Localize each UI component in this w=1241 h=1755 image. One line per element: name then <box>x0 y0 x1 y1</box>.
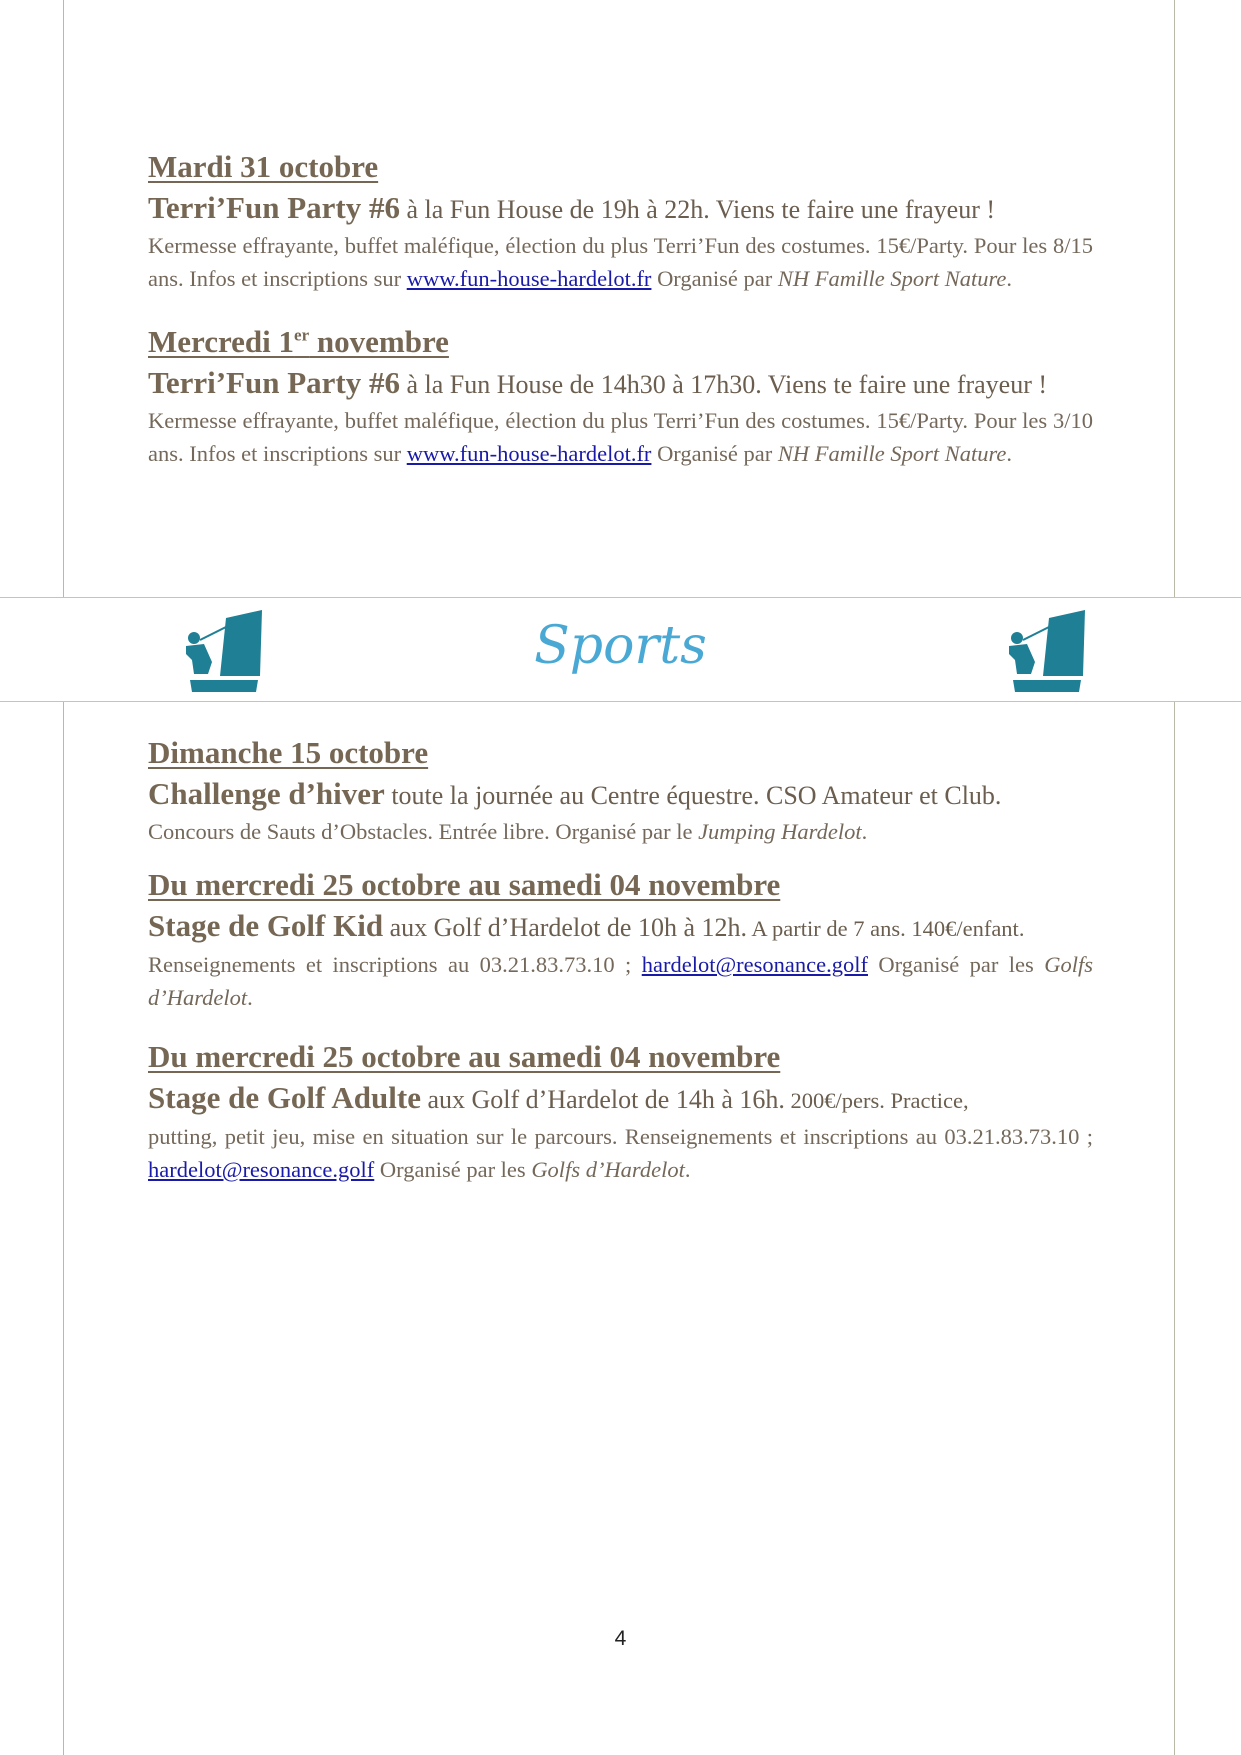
event-lead: aux Golf d’Hardelot de 14h à 16h. <box>420 1085 785 1114</box>
event-end: . <box>861 819 868 844</box>
event-date-sup: er <box>294 325 310 345</box>
event-description <box>148 1120 1093 1186</box>
event-item <box>148 866 1093 1014</box>
event-end: . <box>247 985 253 1010</box>
event-title: Stage de Golf Kid <box>148 908 384 943</box>
event-organizer: Jumping Hardelot <box>698 819 862 844</box>
event-lead-small: A partir de 7 ans. 140€/enfant. <box>747 916 1025 941</box>
event-headline <box>148 1079 1093 1120</box>
event-item <box>148 323 1093 470</box>
event-text: putting, petit jeu, mise en situation sur le parcours. Renseignements et inscriptions au 03.21.83.73.10 ; <box>148 1124 1093 1149</box>
event-lead: aux Golf d’Hardelot de 10h à 12h. <box>383 913 747 942</box>
event-end: . <box>1006 441 1013 466</box>
event-description <box>148 948 1093 1014</box>
top-events <box>148 148 1093 494</box>
event-end: . <box>1006 266 1013 291</box>
event-text: Kermesse effrayante, buffet maléfique, élection du plus Terri’Fun des costumes. 15€/Party. Pour les 3/10 ans. Infos et inscriptions sur <box>148 408 1093 466</box>
event-org-prefix: Organisé par les <box>374 1157 532 1182</box>
page-number: 4 <box>614 1627 627 1650</box>
page-border-right <box>1174 0 1175 1755</box>
event-title: Stage de Golf Adulte <box>148 1080 421 1115</box>
event-date: Dimanche 15 octobre <box>148 735 429 770</box>
event-org-prefix: Organisé par <box>651 266 778 291</box>
sailing-icon <box>1003 610 1087 692</box>
event-headline <box>148 189 1093 229</box>
event-date-rest: novembre <box>309 324 449 359</box>
event-date: Du mercredi 25 octobre au samedi 04 novembre <box>148 867 781 902</box>
event-item <box>148 148 1093 295</box>
event-organizer: NH Famille Sport Nature <box>777 266 1007 291</box>
event-title: Terri’Fun Party #6 <box>148 365 400 400</box>
event-email-link[interactable]: hardelot@resonance.golf <box>148 1157 375 1182</box>
event-end: . <box>684 1157 691 1182</box>
event-date <box>148 323 449 361</box>
event-text: Concours de Sauts d’Obstacles. Entrée libre. Organisé par le <box>148 819 699 844</box>
event-description <box>148 404 1093 470</box>
event-description <box>148 229 1093 295</box>
event-headline <box>148 364 1093 404</box>
event-lead-small: 200€/pers. Practice, <box>784 1088 969 1113</box>
event-description <box>148 815 1093 848</box>
event-email-link[interactable]: hardelot@resonance.golf <box>641 952 868 977</box>
event-date: Mardi 31 octobre <box>148 149 379 184</box>
event-item <box>148 1038 1093 1186</box>
sports-banner <box>0 597 1241 702</box>
event-headline <box>148 775 1093 815</box>
event-lead: à la Fun House de 14h30 à 17h30. Viens te faire une frayeur ! <box>399 370 1048 399</box>
page-border-left <box>63 0 64 1755</box>
event-title: Challenge d’hiver <box>148 776 385 811</box>
event-date-main: Mercredi 1 <box>148 324 295 359</box>
section-title: Sports <box>534 616 707 676</box>
event-date: Du mercredi 25 octobre au samedi 04 novembre <box>148 1039 781 1074</box>
event-headline <box>148 907 1093 948</box>
sport-events <box>148 734 1093 1210</box>
event-text: Kermesse effrayante, buffet maléfique, élection du plus Terri’Fun des costumes. 15€/Party. Pour les 8/15 ans. Infos et inscriptions sur <box>148 233 1093 291</box>
event-lead: toute la journée au Centre équestre. CSO Amateur et Club. <box>384 781 1002 810</box>
event-lead: à la Fun House de 19h à 22h. Viens te faire une frayeur ! <box>399 195 996 224</box>
event-organizer: Golfs d’Hardelot <box>531 1157 685 1182</box>
event-item <box>148 734 1093 848</box>
event-org-prefix: Organisé par <box>651 441 778 466</box>
event-organizer: NH Famille Sport Nature <box>777 441 1007 466</box>
event-title: Terri’Fun Party #6 <box>148 190 400 225</box>
event-text: Renseignements et inscriptions au 03.21.83.73.10 ; <box>148 952 642 977</box>
event-link[interactable]: www.fun-house-hardelot.fr <box>406 441 652 466</box>
event-link[interactable]: www.fun-house-hardelot.fr <box>406 266 652 291</box>
event-organizer: Golfs d’Hardelot <box>148 952 1093 1010</box>
event-org-prefix: Organisé par les <box>868 952 1045 977</box>
